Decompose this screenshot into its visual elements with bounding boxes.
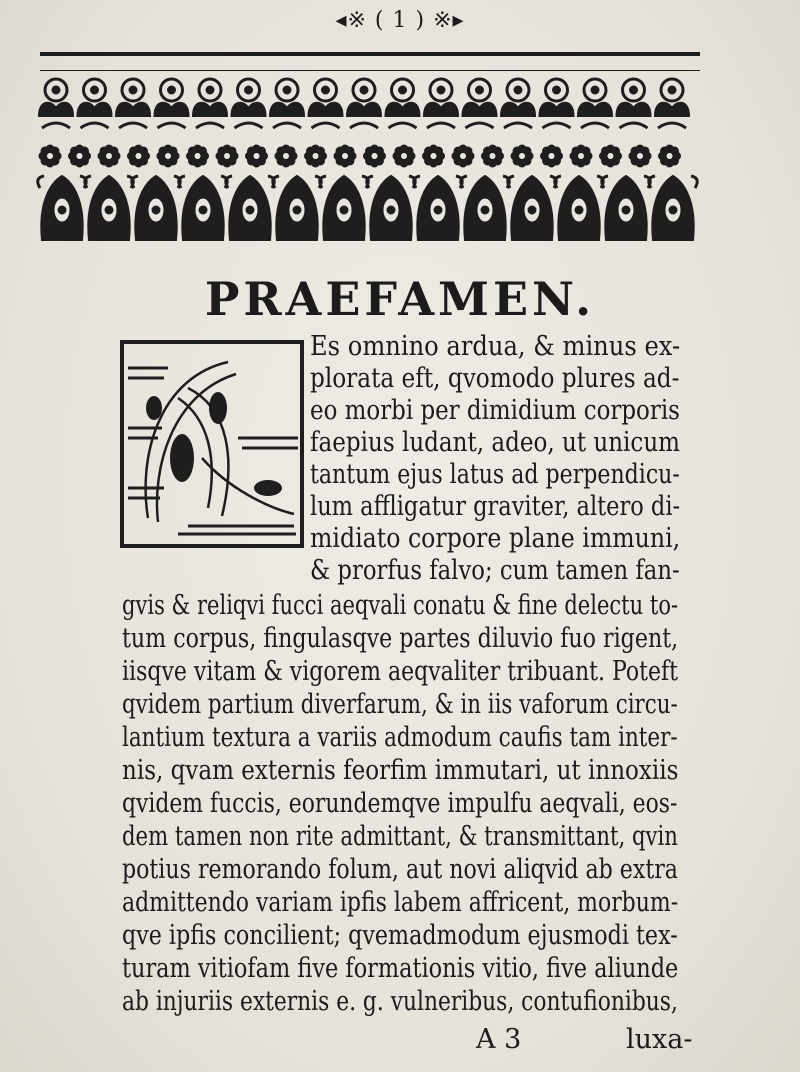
page-number: ( 1 ) <box>374 8 426 33</box>
text-line: plorata eft, qvomodo plures ad- <box>310 363 680 394</box>
catchword: luxa- <box>626 1024 693 1055</box>
text-line: lantium textura a variis admodum caufis tam inter- <box>122 722 678 753</box>
header-rule <box>40 52 700 71</box>
text-line: eo morbi per dimidium corporis <box>310 395 680 426</box>
page-header <box>0 8 800 33</box>
drop-cap-art <box>118 338 306 550</box>
floral-headpiece-ornament <box>36 70 704 246</box>
text-line: tantum ejus latus ad perpendicu- <box>310 459 680 490</box>
text-line: lum affligatur graviter, altero di- <box>310 491 681 522</box>
text-line: qve ipfis concilient; qvemadmodum ejusmodi tex- <box>122 920 678 951</box>
text-line: Es omnino ardua, & minus ex- <box>310 331 681 362</box>
text-line: turam vitiofam five formationis vitio, five aliunde <box>122 953 679 984</box>
signature-mark: A 3 <box>476 1024 522 1055</box>
header-left-mark: ◂※ <box>335 8 367 33</box>
text-line: midiato corpore plane immuni, <box>310 523 681 554</box>
ornament-art <box>36 70 704 246</box>
text-line: iisqve vitam & vigorem aeqvaliter tribuant. Poteft <box>122 656 679 687</box>
text-line: faepius ludant, adeo, ut unicum <box>310 427 681 458</box>
text-line: nis, qvam externis feorfim immutari, ut innoxiis <box>122 755 679 786</box>
chapter-title: PRAEFAMEN. <box>204 272 596 326</box>
header-right-mark: ※▸ <box>433 8 465 33</box>
text-line: qvidem partium diverfarum, & in iis vaforum circu- <box>122 689 678 720</box>
text-line: qvidem fuccis, eorundemqve impulfu aeqvali, eos- <box>122 788 678 819</box>
text-line: dem tamen non rite admittant, & transmittant, qvin <box>122 821 678 852</box>
text-line: tum corpus, fingulasqve partes diluvio fuo rigent, <box>122 623 679 654</box>
text-line: gvis & reliqvi fucci aeqvali conatu & fine delectu to- <box>122 590 679 621</box>
text-line: & prorfus falvo; cum tamen fan- <box>310 555 680 586</box>
drop-cap-initial <box>118 338 306 550</box>
text-line: admittendo variam ipfis labem affricent, morbum- <box>122 887 679 918</box>
text-line: potius remorando folum, aut novi aliqvid ab extra <box>122 854 678 885</box>
text-line: ab injuriis externis e. g. vulneribus, contufionibus, <box>122 986 678 1017</box>
